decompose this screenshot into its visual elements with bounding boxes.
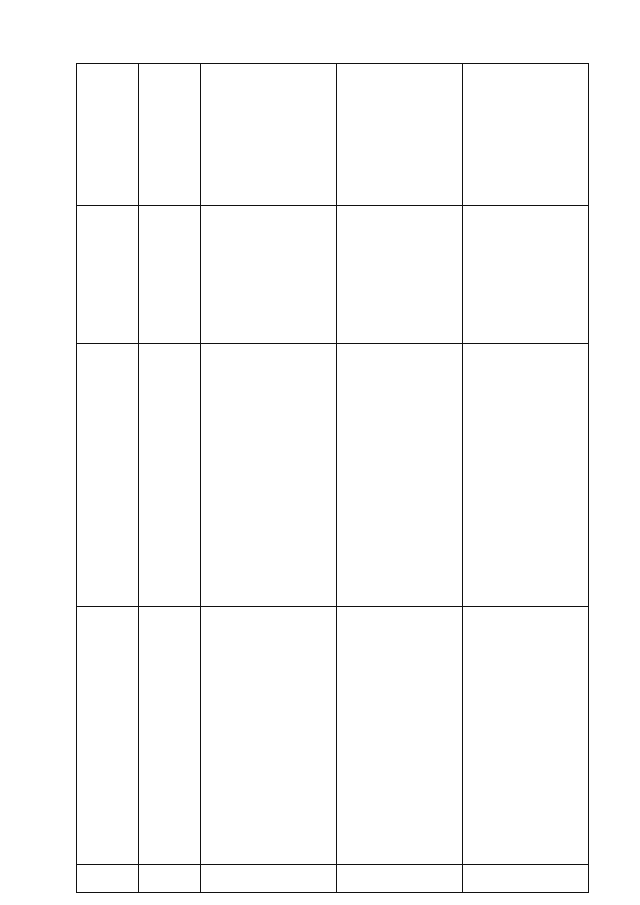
note-cell	[139, 64, 201, 206]
answer-cell	[463, 206, 589, 344]
reference-cell	[139, 344, 201, 607]
table-row	[77, 64, 139, 893]
reference-cell	[77, 344, 139, 607]
reference-cell	[201, 344, 337, 607]
table-row	[463, 64, 589, 893]
row-number	[139, 865, 201, 893]
row-number	[337, 865, 463, 893]
answer-cell	[201, 206, 337, 344]
note-cell	[463, 64, 589, 206]
answer-cell	[337, 206, 463, 344]
row-number	[463, 865, 589, 893]
note-cell	[77, 64, 139, 206]
reference-cell	[337, 344, 463, 607]
note-cell	[337, 64, 463, 206]
question-cell	[201, 607, 337, 865]
reference-cell	[463, 344, 589, 607]
checklist-table-wrapper	[76, 63, 558, 893]
answer-cell	[139, 206, 201, 344]
checklist-table	[76, 63, 589, 893]
question-cell	[139, 607, 201, 865]
row-number	[201, 865, 337, 893]
table-row	[201, 64, 337, 893]
question-cell	[463, 607, 589, 865]
question-cell	[337, 607, 463, 865]
table-row	[337, 64, 463, 893]
question-cell	[77, 607, 139, 865]
note-cell	[201, 64, 337, 206]
table-row	[139, 64, 201, 893]
row-number	[77, 865, 139, 893]
answer-cell	[77, 206, 139, 344]
